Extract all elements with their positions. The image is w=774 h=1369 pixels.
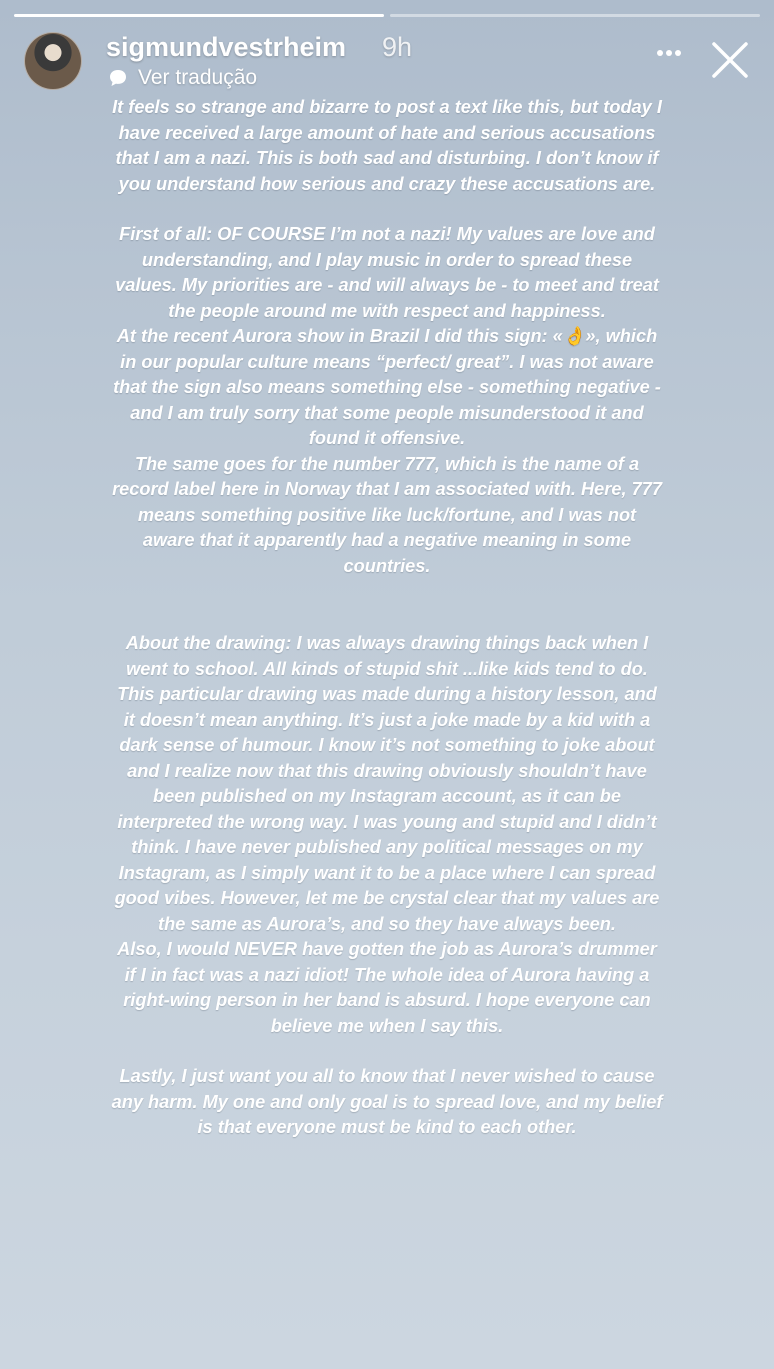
progress-segment-2 <box>390 14 760 17</box>
story-text-block <box>110 95 664 1141</box>
paragraph-not-nazi: First of all: OF COURSE I’m not a nazi! My values are love and understanding, and I play music in order to spread these values. My priorities are - and will always be - to meet and treat the people around me with respect and happiness. <box>115 224 659 321</box>
spacer <box>110 579 664 631</box>
paragraph-777: The same goes for the number 777, which is the name of a record label here in Norway that I am associated with. Here, 777 means something positive like luck/fortune, and I was not aware that it apparently had a negative meaning in some countries. <box>112 453 662 576</box>
time-ago: 9h <box>382 32 413 62</box>
speech-bubble-icon <box>108 68 128 88</box>
paragraph-lastly: Lastly, I just want you all to know that I never wished to cause any harm. My one and only goal is to spread love, and my belief is that everyone must be kind to each other. <box>111 1066 663 1137</box>
translate-label: Ver tradução <box>138 66 258 89</box>
spacer <box>110 197 664 222</box>
story-progress-bar <box>14 14 760 17</box>
progress-fill-1 <box>14 14 384 17</box>
paragraph-intro: It feels so strange and bizarre to post a text like this, but today I have received a large amount of hate and serious accusations that I am a nazi. This is both sad and disturbing. I don’t know if you understand how serious and crazy these accusations are. <box>112 97 662 194</box>
username[interactable]: sigmundvestrheim <box>106 32 347 62</box>
paragraph-drawing: About the drawing: I was always drawing things back when I went to school. All kinds of stupid shit ...like kids tend to do. This particular drawing was made during a history lesson, and it doesn’t mean anything. It’s just a joke made by a kid with a dark sense of humour. I know it’s not something to joke about and I realize now that this drawing obviously shouldn’t have been published on my Instagram account, as it can be interpreted the wrong way. I was young and stupid and I didn’t think. I have never published any political messages on my Instagram, as I simply want it to be a place where I can spread good vibes. However, let me be crystal clear that my values are the same as Aurora’s, and so they have always been. <box>114 633 660 934</box>
paragraph-sign: At the recent Aurora show in Brazil I did this sign: «👌», which in our popular culture means “perfect/ great”. I was not aware that the sign also means something else - something negative - and I am truly sorry that some people misunderstood it and found it offensive. <box>113 326 661 448</box>
progress-segment-1 <box>14 14 384 17</box>
avatar[interactable] <box>24 32 82 90</box>
spacer <box>110 1039 664 1064</box>
paragraph-drummer: Also, I would NEVER have gotten the job as Aurora’s drummer if I in fact was a nazi idiot! The whole idea of Aurora having a right-wing person in her band is absurd. I hope everyone can believe me when I say this. <box>117 939 657 1036</box>
close-icon[interactable] <box>710 40 750 85</box>
more-dots-icon[interactable] <box>656 44 682 62</box>
story-header <box>24 30 760 94</box>
translate-button[interactable] <box>108 66 257 90</box>
